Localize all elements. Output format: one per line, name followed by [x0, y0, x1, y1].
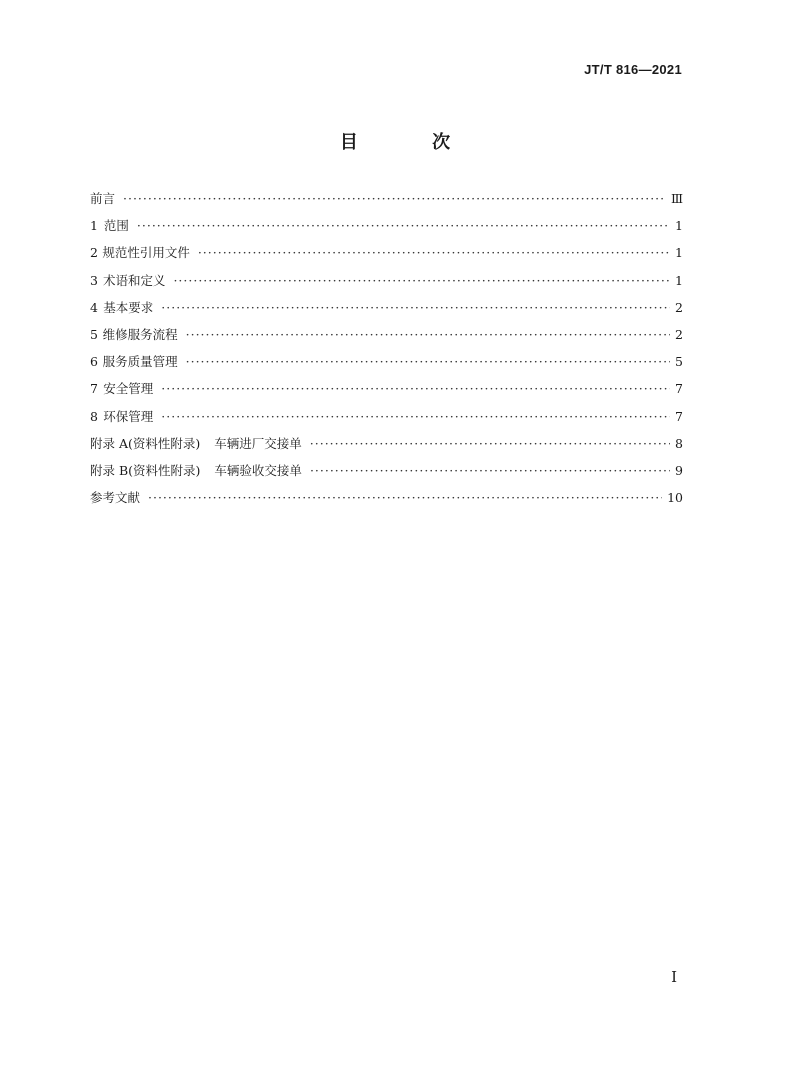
toc-entry-label: 参考文献 — [90, 490, 141, 506]
toc-entry-subtitle: 车辆验收交接单 — [214, 462, 302, 478]
toc-entry-page: 7 — [675, 381, 683, 397]
standard-code: JT/T 816—2021 — [584, 62, 682, 77]
toc-entry-number: 4 — [90, 299, 98, 315]
toc-leader-dots — [161, 300, 670, 315]
toc-entry-subtitle: 车辆进厂交接单 — [214, 435, 302, 451]
toc-entry-label: 附录 B(资料性附录) — [90, 462, 201, 478]
toc-entry-number: 6 — [90, 354, 98, 370]
toc-entry-label: 范围 — [103, 218, 129, 234]
toc-entry-number: 8 — [90, 408, 98, 424]
toc-entry-appendix-a[interactable] — [90, 434, 683, 461]
toc-entry-label: 前言 — [90, 191, 116, 206]
toc-entry-page: 1 — [675, 272, 683, 288]
toc-leader-dots — [186, 327, 670, 342]
toc-leader-dots — [198, 245, 670, 260]
toc-entry-page: Ⅲ — [670, 191, 683, 206]
toc-leader-dots — [161, 409, 670, 424]
toc-entry-page: 2 — [675, 299, 683, 315]
page-number: I — [671, 968, 677, 986]
table-of-contents — [90, 189, 683, 515]
toc-entry-page: 1 — [675, 245, 683, 261]
toc-entry-scope[interactable] — [90, 216, 683, 243]
toc-entry-page: 9 — [675, 462, 683, 478]
toc-leader-dots — [137, 218, 670, 233]
toc-entry-bibliography[interactable] — [90, 488, 683, 515]
toc-leader-dots — [123, 191, 666, 206]
toc-entry-service-process[interactable] — [90, 325, 683, 352]
toc-entry-number: 3 — [90, 272, 98, 288]
toc-entry-page: 5 — [675, 354, 683, 370]
toc-entry-appendix-b[interactable] — [90, 461, 683, 488]
toc-leader-dots — [310, 436, 670, 451]
toc-entry-label: 基本要求 — [103, 299, 154, 315]
toc-entry-label: 服务质量管理 — [102, 354, 178, 370]
toc-leader-dots — [148, 490, 662, 505]
toc-entry-basic-requirements[interactable] — [90, 298, 683, 325]
toc-leader-dots — [186, 354, 670, 369]
toc-entry-page: 10 — [667, 490, 683, 506]
page-title: 目 次 — [339, 132, 485, 153]
toc-entry-label: 附录 A(资料性附录) — [90, 435, 201, 451]
toc-entry-terms[interactable] — [90, 271, 683, 298]
toc-entry-normative-references[interactable] — [90, 243, 683, 270]
toc-entry-label: 安全管理 — [103, 381, 154, 397]
toc-entry-quality-management[interactable] — [90, 352, 683, 379]
toc-entry-safety-management[interactable] — [90, 379, 683, 406]
toc-entry-label: 规范性引用文件 — [102, 245, 190, 261]
toc-entry-number: 2 — [90, 245, 98, 261]
toc-leader-dots — [161, 381, 670, 396]
toc-entry-page: 8 — [675, 435, 683, 451]
toc-entry-label: 维修服务流程 — [102, 326, 178, 342]
toc-entry-number: 1 — [90, 218, 98, 234]
toc-entry-number: 5 — [90, 326, 98, 342]
toc-entry-page: 1 — [675, 218, 683, 234]
toc-entry-label: 术语和定义 — [102, 272, 166, 288]
toc-leader-dots — [310, 463, 670, 478]
toc-entry-foreword[interactable] — [90, 189, 683, 216]
toc-entry-label: 环保管理 — [103, 408, 154, 424]
toc-entry-number: 7 — [90, 381, 98, 397]
toc-leader-dots — [173, 273, 670, 288]
toc-entry-page: 7 — [675, 408, 683, 424]
toc-entry-page: 2 — [675, 326, 683, 342]
toc-entry-environmental-management[interactable] — [90, 407, 683, 434]
